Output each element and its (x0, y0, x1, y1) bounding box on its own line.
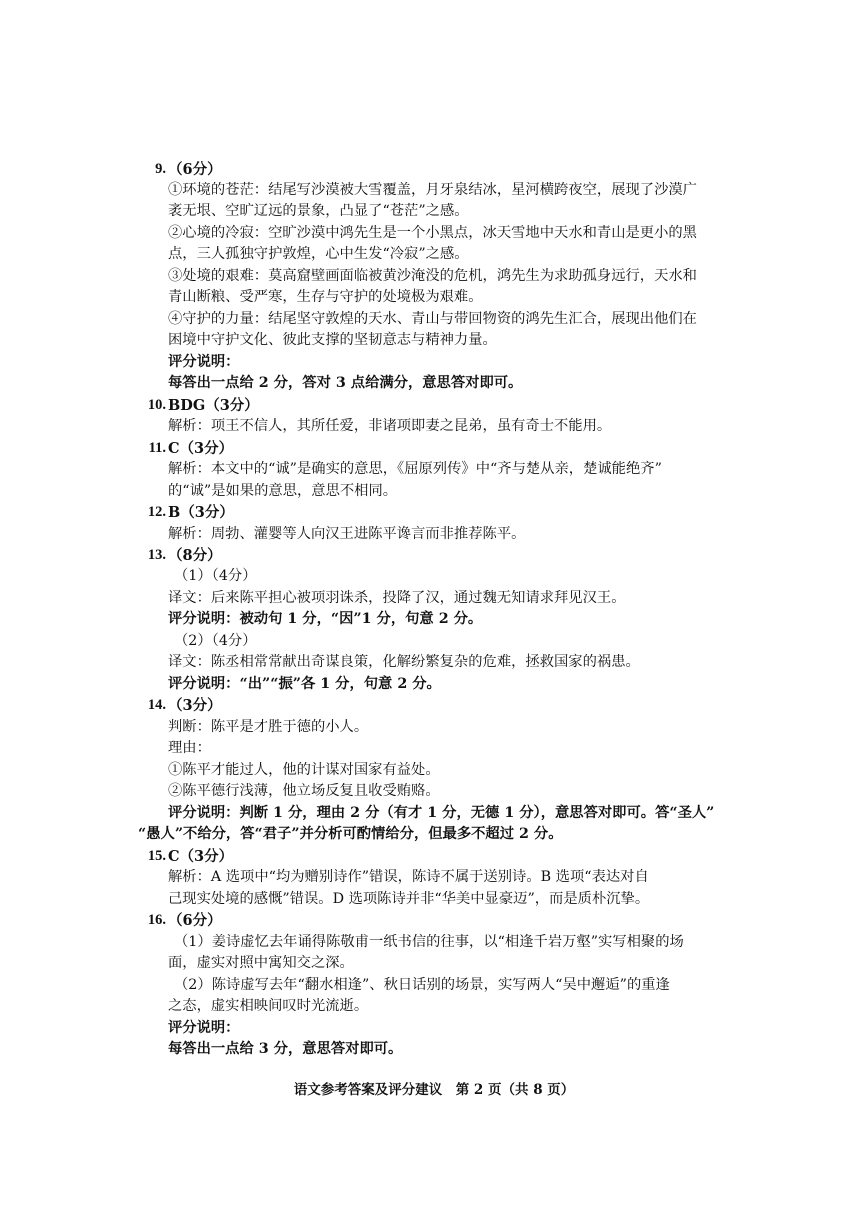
q9-line: ④守护的力量：结尾坚守敦煌的天水、青山与带回物资的鸿先生汇合，展现出他们在 (168, 311, 697, 327)
q16-line: （2）陈诗虚写去年“翻水相逢”、秋日话别的场景，实写两人“吴中邂逅”的重逢 (174, 977, 670, 993)
q13-translation-1: 译文：后来陈平担心被项羽诛杀，投降了汉，通过魏无知请求拜见汉王。 (168, 590, 626, 606)
q12-line: 解析：周勃、灌婴等人向汉王进陈平谗言而非推荐陈平。 (168, 526, 526, 542)
q16-scoring-label: 评分说明： (168, 1020, 240, 1036)
q9-line: 困境中守护文化、彼此支撑的坚韧意志与精神力量。 (168, 332, 497, 348)
q16-number: 16. (147, 912, 166, 928)
q9-line: ②心境的冷寂：空旷沙漠中鸿先生是一个小黑点，冰天雪地中天水和青山是更小的黑 (168, 225, 697, 241)
q11-line: 的“诚”是如果的意思，意思不相同。 (168, 483, 398, 499)
q14-number: 14. (147, 697, 166, 713)
q13-sub1-heading: （1）（4分） (174, 568, 257, 584)
q9-scoring-label: 评分说明： (168, 354, 240, 370)
q14-line: 理由： (168, 740, 211, 756)
q11-heading: C（3分） (168, 440, 234, 457)
q14-line: ②陈平德行浅薄，他立场反复且收受贿赂。 (168, 783, 440, 799)
q9-line: ①环境的苍茫：结尾写沙漠被大雪覆盖，月牙泉结冰，星河横跨夜空，展现了沙漠广 (168, 182, 697, 198)
q14-line: ①陈平才能过人，他的计谋对国家有益处。 (168, 762, 440, 778)
q16-line: 之态，虚实相映间叹时光流逝。 (168, 998, 369, 1014)
q15-number: 15. (147, 848, 166, 864)
q16-scoring-note: 每答出一点给 3 分，意思答对即可。 (168, 1041, 403, 1057)
q13-heading: （8分） (168, 547, 222, 564)
q13-scoring-note-2: 评分说明：“出”“振”各 1 分，句意 2 分。 (168, 676, 441, 692)
page-footer: 语文参考答案及评分建议 第 2 页（共 8 页） (293, 1082, 575, 1098)
q12-heading: B（3分） (168, 504, 234, 521)
q11-line: 解析：本文中的“诚”是确实的意思，《屈原列传》中“齐与楚从亲，楚诚能绝齐” (168, 461, 662, 477)
q14-line: 判断：陈平是才胜于德的小人。 (168, 719, 369, 735)
q16-line: （1）姜诗虚忆去年诵得陈敬甫一纸书信的往事，以“相逢千岩万壑”实写相聚的场 (174, 934, 684, 950)
q9-line: 青山断粮、受严寒，生存与守护的处境极为艰难。 (168, 289, 483, 305)
q15-heading: C（3分） (168, 848, 234, 865)
q13-number: 13. (147, 547, 166, 563)
q9-scoring-note: 每答出一点给 2 分，答对 3 点给满分，意思答对即可。 (168, 375, 523, 391)
q10-line: 解析：项王不信人，其所任爱，非诸项即妻之昆弟，虽有奇士不能用。 (168, 418, 612, 434)
q14-scoring-note-cont: “愚人”不给分，答“君子”并分析可酌情给分，但最多不超过 2 分。 (138, 826, 563, 842)
q12-number: 12. (147, 504, 166, 520)
q11-number: 11. (148, 440, 166, 456)
q14-scoring-note: 评分说明：判断 1 分，理由 2 分（有才 1 分，无德 1 分），意思答对即可。答“圣人” (168, 805, 715, 821)
q9-number: 9. (155, 161, 166, 177)
q9-line: ③处境的艰难：莫高窟壁画面临被黄沙淹没的危机，鸿先生为求助孤身远行，天水和 (168, 268, 697, 284)
q13-sub2-heading: （2）（4分） (174, 633, 257, 649)
q9-line: 点，三人孤独守护敦煌，心中生发“冷寂”之感。 (168, 246, 469, 262)
q9-line: 袤无垠、空旷辽远的景象，凸显了“苍茫”之感。 (168, 203, 469, 219)
q9-heading: （6分） (168, 161, 222, 178)
q16-heading: （6分） (168, 912, 222, 929)
q16-line: 面，虚实对照中寓知交之深。 (168, 955, 354, 971)
q14-heading: （3分） (168, 697, 222, 714)
q15-line: 解析：A 选项中“均为赠别诗作”错误，陈诗不属于送别诗。B 选项“表达对自 (168, 869, 649, 885)
q15-line: 己现实处境的感慨”错误。D 选项陈诗并非“华美中显豪迈”，而是质朴沉挚。 (168, 891, 650, 907)
q13-translation-2: 译文：陈丞相常常献出奇谋良策，化解纷繁复杂的危难，拯救国家的祸患。 (168, 654, 640, 670)
q10-heading: BDG（3分） (168, 397, 259, 414)
q13-scoring-note-1: 评分说明：被动句 1 分，“因”1 分，句意 2 分。 (168, 611, 483, 627)
q10-number: 10. (147, 397, 166, 413)
